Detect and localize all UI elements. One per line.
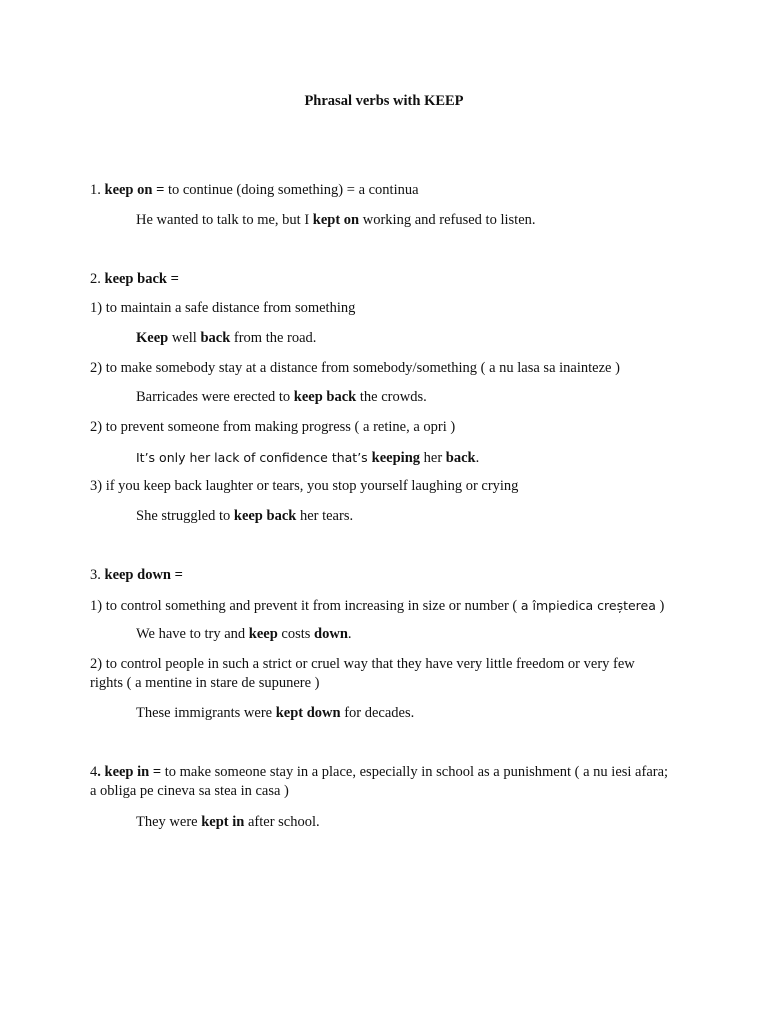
- example-sentence: [136, 507, 736, 526]
- example-text: She struggled to: [136, 508, 234, 524]
- example-text: costs: [277, 626, 315, 642]
- example-verb: kept on: [312, 212, 360, 228]
- example-sentence: [136, 625, 736, 644]
- example-verb: back: [200, 330, 231, 346]
- example-text: These immigrants were: [136, 705, 276, 721]
- example-sentence: [136, 704, 736, 723]
- meaning: 2) to control people in such a strict or cruel way that they have very little freedom or very few rights ( a mentine in stare de supunere ): [90, 656, 635, 691]
- entry-number: 1.: [90, 182, 105, 198]
- meaning: 2) to make somebody stay at a distance from somebody/something ( a nu lasa sa inainteze ): [90, 360, 620, 376]
- example-text: We have to try and: [136, 626, 249, 642]
- meaning: [90, 596, 690, 616]
- example-text: the crowds.: [356, 389, 427, 405]
- entry-number: 4: [90, 764, 98, 780]
- example-text: .: [347, 626, 352, 642]
- example-text: for decades.: [340, 705, 415, 721]
- entry-keep-back: [90, 270, 690, 289]
- example-text: Barricades were erected to: [136, 389, 294, 405]
- entry-keep-down: [90, 566, 690, 585]
- entry-number: 2.: [90, 271, 105, 287]
- example-text: They were: [136, 814, 202, 830]
- entry-keep-in: [90, 763, 670, 801]
- example-verb: keep back: [233, 508, 297, 524]
- entry-keep-on: [90, 181, 690, 200]
- example-verb: down: [314, 626, 348, 642]
- example-verb: keeping: [371, 450, 421, 466]
- example-sentence: [136, 388, 736, 407]
- example-verb: keep back: [293, 389, 357, 405]
- example-verb: kept in: [201, 814, 245, 830]
- phrasal-verb: keep back =: [104, 271, 179, 287]
- example-text: her tears.: [296, 508, 354, 524]
- example-text: .: [475, 450, 480, 466]
- phrasal-verb: . keep in =: [97, 764, 162, 780]
- example-text: He wanted to talk to me, but I: [136, 212, 313, 228]
- example-text: working and refused to listen.: [359, 212, 536, 228]
- meaning-text: 1) to control something and prevent it from increasing in size or number (: [90, 598, 521, 614]
- example-text: well: [168, 330, 201, 346]
- translation-text: a împiedica creșterea: [520, 598, 656, 613]
- example-text: It’s only her lack of confidence that’s: [136, 450, 372, 465]
- example-sentence: [136, 211, 736, 230]
- example-verb: Keep: [136, 330, 169, 346]
- example-text: from the road.: [230, 330, 317, 346]
- page-title: Phrasal verbs with KEEP: [304, 93, 464, 109]
- example-text: her: [420, 450, 446, 466]
- example-verb: keep: [248, 626, 278, 642]
- example-sentence: [136, 329, 736, 348]
- definition: to make someone stay in a place, especially in school as a punishment ( a nu iesi afara; a obliga pe cineva sa stea in casa ): [90, 764, 669, 799]
- entry-number: 3.: [90, 567, 105, 583]
- example-text: after school.: [244, 814, 320, 830]
- phrasal-verb: keep on =: [104, 182, 165, 198]
- meaning: 1) to maintain a safe distance from something: [90, 300, 356, 316]
- meaning: 3) if you keep back laughter or tears, you stop yourself laughing or crying: [90, 478, 519, 494]
- meaning-text: ): [655, 598, 665, 614]
- example-verb: back: [445, 450, 476, 466]
- phrasal-verb: keep down =: [104, 567, 183, 583]
- example-verb: kept down: [275, 705, 341, 721]
- meaning: 2) to prevent someone from making progress ( a retine, a opri ): [90, 419, 456, 435]
- definition: to continue (doing something) = a continua: [164, 182, 419, 198]
- example-sentence: [136, 813, 736, 832]
- example-sentence: [136, 448, 736, 468]
